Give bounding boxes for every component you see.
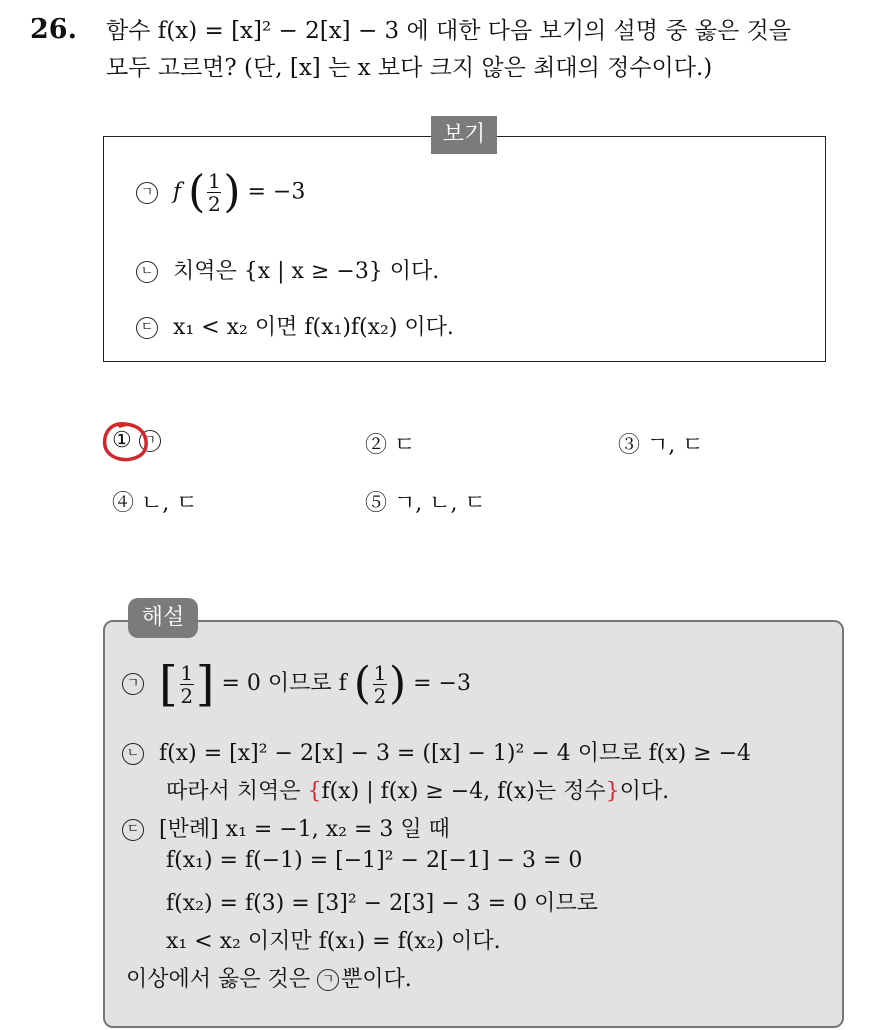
solution-tag: 해설: [128, 598, 198, 638]
fraction-half: $\frac{1}{2}$: [207, 169, 221, 216]
marker-nieun-icon: ㄴ: [136, 261, 158, 283]
bogi-tag: 보기: [431, 116, 497, 154]
solution-marker-digeut-icon: ㄷ: [122, 819, 144, 841]
choice-1[interactable]: ① ㄱ: [112, 428, 169, 453]
bogi-item-3: ㄷ x₁ < x₂ 이면 f(x₁)f(x₂) 이다.: [136, 310, 454, 341]
answer-circle-mark-icon: [100, 418, 152, 466]
bogi-item-2: ㄴ 치역은 {x | x ≥ −3} 이다.: [136, 254, 439, 285]
choice-2[interactable]: ② ㄷ: [365, 433, 416, 458]
choice-1-marker-icon: ㄱ: [139, 430, 161, 452]
solution-line-8: 이상에서 옳은 것은 ㄱ 뿐이다.: [126, 967, 412, 992]
solution-line-6: f(x₂) = f(3) = [3]² − 2[3] − 3 = 0 이므로: [166, 891, 598, 916]
choice-4[interactable]: ④ ㄴ, ㄷ: [112, 491, 198, 516]
question-number: 26.: [30, 14, 77, 45]
solution-line-1: ㄱ [ $\frac{1}{2}$ ] = 0 이므로 f ( $\frac{1}{2}$ ) = −3: [122, 660, 471, 708]
solution-marker-nieun-icon: ㄴ: [122, 743, 144, 765]
marker-giyeok-icon: ㄱ: [136, 182, 158, 204]
bogi-item-1: ㄱ f ( $\frac{1}{2}$ ) = −3: [136, 170, 305, 215]
solution-marker-giyeok-icon: ㄱ: [122, 673, 144, 695]
choice-3[interactable]: ③ ㄱ, ㄷ: [618, 433, 704, 458]
solution-line-5: f(x₁) = f(−1) = [−1]² − 2[−1] − 3 = 0: [166, 848, 583, 873]
choice-5[interactable]: ⑤ ㄱ, ㄴ, ㄷ: [365, 491, 486, 516]
solution-line-4: ㄷ [반례] x₁ = −1, x₂ = 3 일 때: [122, 812, 450, 843]
solution-line-3: 따라서 치역은 {f(x) | f(x) ≥ −4, f(x)는 정수}이다.: [166, 779, 670, 804]
question-line-2: 모두 고르면? (단, [x] 는 x 보다 크지 않은 최대의 정수이다.): [106, 55, 713, 81]
solution-line-7: x₁ < x₂ 이지만 f(x₁) = f(x₂) 이다.: [166, 929, 501, 954]
solution-final-marker-icon: ㄱ: [317, 969, 339, 991]
solution-line-2: ㄴ f(x) = [x]² − 2[x] − 3 = ([x] − 1)² − 4 이므로 f(x) ≥ −4: [122, 736, 751, 767]
marker-digeut-icon: ㄷ: [136, 317, 158, 339]
question-line-1: 함수 f(x) = [x]² − 2[x] − 3 에 대한 다음 보기의 설명 중 옳은 것을: [106, 18, 791, 44]
